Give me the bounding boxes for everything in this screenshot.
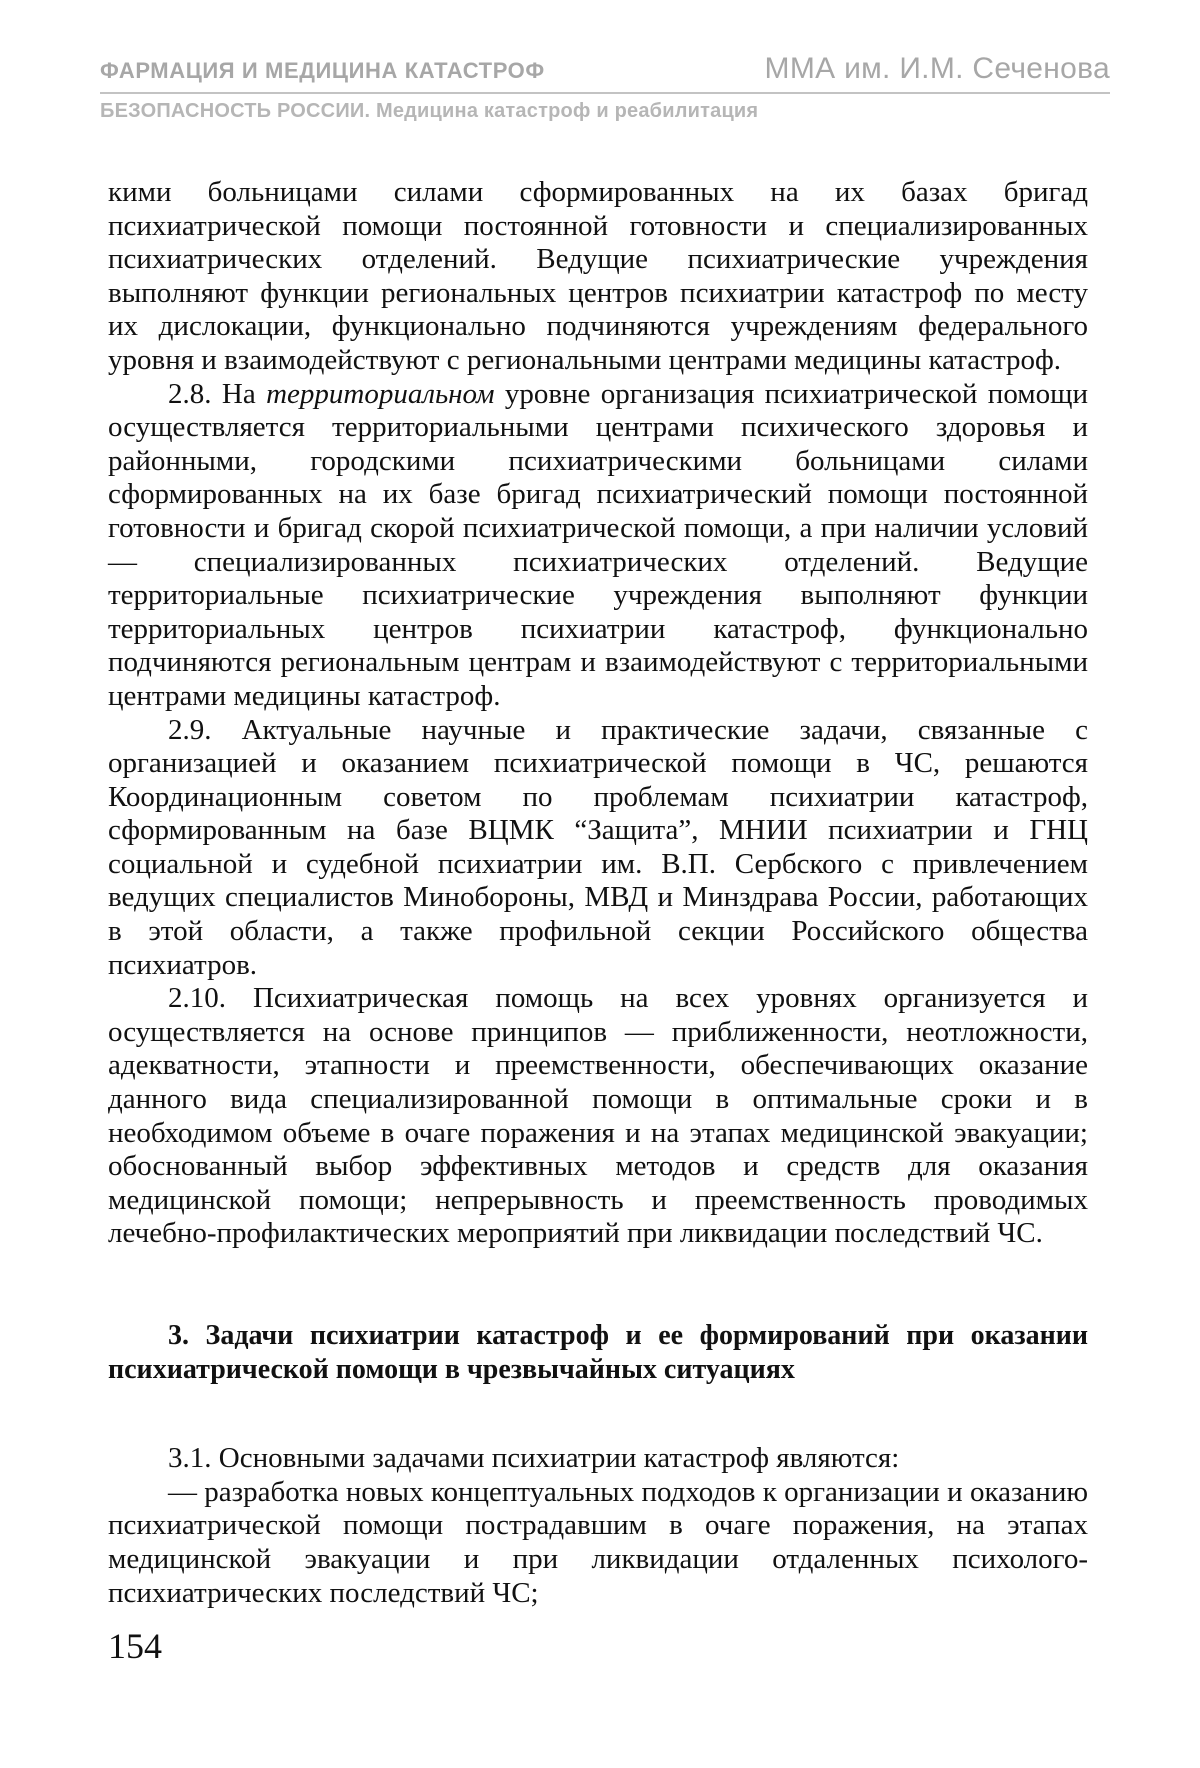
paragraph-2-8 <box>108 378 1088 714</box>
list-item: — разработка новых концептуальных подходов к организации и оказанию психиатрической помощи пострадавшим в очаге поражения, на этапах медицинской эвакуации и при ликвидации отдаленных психолого-психиатрических последствий ЧС; <box>108 1475 1088 1609</box>
body-text <box>108 176 1088 1610</box>
paragraph-3-1: 3.1. Основными задачами психиатрии катастроф являются: <box>168 1442 900 1475</box>
section-3-heading: 3. Задачи психиатрии катастроф и ее формирований при оказании психиатрической помощи в чрезвычайных ситуациях <box>108 1320 1088 1385</box>
paragraph-2-8-text: уровне организация психиатрической помощи осуществляется территориальными центрами психического здоровья и районными, городскими психиатрическими больницами силами сформированных на их базе бригад психиатрический помощи постоянной готовности и бригад скорой психиатрической помощи, а при наличии условий — специализированных психиатрических отделений. Ведущие территориальные психиатрические учреждения выполняют функции территориальных центров психиатрии катастроф, функционально подчиняются региональным центрам и взаимодействуют с территориальными центрами медицины катастроф. <box>108 377 1088 712</box>
journal-title: ФАРМАЦИЯ И МЕДИЦИНА КАТАСТРОФ <box>100 58 545 83</box>
page-number: 154 <box>108 1626 162 1666</box>
running-header-top <box>100 52 1110 86</box>
journal-subtitle: БЕЗОПАСНОСТЬ РОССИИ. Медицина катастроф и реабилитация <box>100 100 759 122</box>
paragraph-2-8-emphasis: территориальном <box>266 377 495 410</box>
paragraph-2-10: 2.10. Психиатрическая помощь на всех уровнях организуется и осуществляется на основе принципов — приближенности, неотложности, адекватности, этапности и преемственности, обеспечивающих оказание данного вида специализированной помощи в оптимальные сроки и в необходимом объеме в очаге поражения и на этапах медицинской эвакуации; обоснованный выбор эффективных методов и средств для оказания медицинской помощи; непрерывность и преемственность проводимых лечебно-профилактических мероприятий при ликвидации последствий ЧС. <box>108 982 1088 1250</box>
paragraph-2-8-number: 2.8. На <box>168 377 267 410</box>
header-rule <box>100 92 1110 94</box>
paragraph-2-9: 2.9. Актуальные научные и практические задачи, связанные с организацией и оказанием психиатрической помощи в ЧС, решаются Координационным советом по проблемам психиатрии катастроф, сформированным на базе ВЦМК “Защита”, МНИИ психиатрии и ГНЦ социальной и судебной психиатрии им. В.П. Сербского с привлечением ведущих специалистов Минобороны, МВД и Минздрава России, работающих в этой области, а также профильной секции Российского общества психиатров. <box>108 713 1088 981</box>
running-header <box>100 52 1110 123</box>
institution-name: ММА им. И.М. Сеченова <box>764 52 1110 85</box>
paragraph-continuation: кими больницами силами сформированных на их базах бригад психиатрической помощи постоянной готовности и специализированных психиатрических отделений. Ведущие психиатрические учреждения выполняют функции региональных центров психиатрии катастроф по месту их дислокации, функционально подчиняются учреждениям федерального уровня и взаимодействуют с региональными центрами медицины катастроф. <box>108 176 1088 376</box>
